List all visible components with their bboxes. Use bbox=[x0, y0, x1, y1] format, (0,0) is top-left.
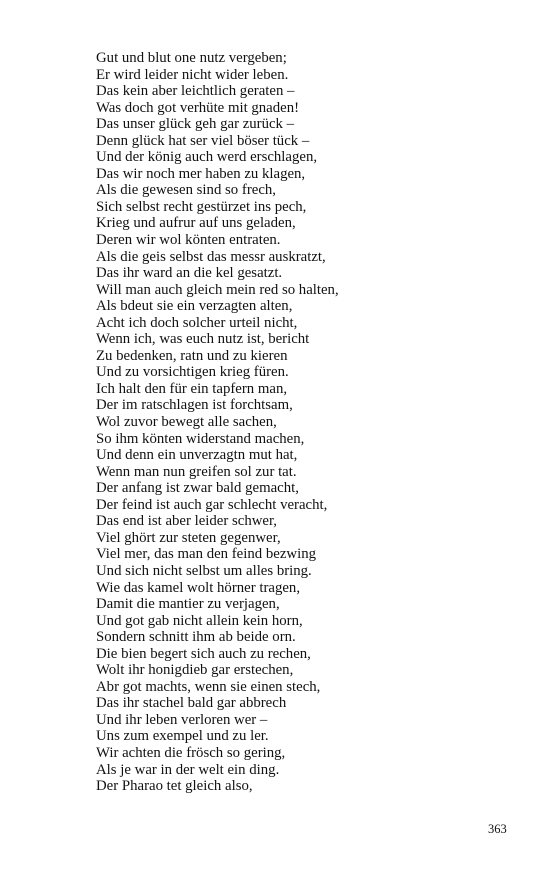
verse-text-block bbox=[96, 50, 339, 795]
verse-line: Das ihr ward an die kel gesatzt. bbox=[96, 265, 283, 282]
verse-line: Der feind ist auch gar schlecht veracht, bbox=[96, 496, 328, 513]
verse-line: So ihm könten widerstand machen, bbox=[96, 430, 305, 447]
verse-line: Wenn ich, was euch nutz ist, bericht bbox=[96, 331, 310, 348]
verse-line: Und denn ein unverzagtn mut hat, bbox=[96, 447, 298, 464]
verse-line: Der anfang ist zwar bald gemacht, bbox=[96, 480, 299, 497]
verse-line: Und got gab nicht allein kein horn, bbox=[96, 612, 303, 629]
verse-line: Deren wir wol könten entraten. bbox=[96, 232, 281, 249]
verse-line: Das end ist aber leider schwer, bbox=[96, 513, 278, 530]
verse-line: Viel mer, das man den feind bezwing bbox=[96, 546, 316, 563]
verse-line: Der im ratschlagen ist forchtsam, bbox=[96, 397, 293, 414]
verse-line: Als die geis selbst das messr auskratzt, bbox=[96, 248, 326, 265]
verse-line: Abr got machts, wenn sie einen stech, bbox=[96, 678, 321, 695]
verse-line: Wenn man nun greifen sol zur tat. bbox=[96, 463, 297, 480]
verse-line: Wie das kamel wolt hörner tragen, bbox=[96, 579, 301, 596]
verse-line: Damit die mantier zu verjagen, bbox=[96, 596, 280, 613]
verse-line: Der Pharao tet gleich also, bbox=[96, 778, 253, 795]
verse-line: Uns zum exempel und zu ler. bbox=[96, 728, 269, 745]
verse-line: Sondern schnitt ihm ab beide orn. bbox=[96, 629, 296, 646]
verse-line: Ich halt den für ein tapfern man, bbox=[96, 380, 288, 397]
verse-line: Das unser glück geh gar zurück – bbox=[96, 116, 295, 133]
verse-line: Das ihr stachel bald gar abbrech bbox=[96, 695, 287, 712]
verse-line: Als je war in der welt ein ding. bbox=[96, 761, 280, 778]
verse-line: Krieg und aufrur auf uns geladen, bbox=[96, 215, 296, 232]
verse-line: Und zu vorsichtigen krieg füren. bbox=[96, 364, 289, 381]
verse-line: Und der könig auch werd erschlagen, bbox=[96, 149, 318, 166]
verse-line: Das wir noch mer haben zu klagen, bbox=[96, 165, 306, 182]
verse-line: Das kein aber leichtlich geraten – bbox=[96, 83, 295, 100]
verse-line: Gut und blut one nutz vergeben; bbox=[96, 50, 287, 66]
verse-line: Und sich nicht selbst um alles bring. bbox=[96, 562, 312, 579]
verse-line: Sich selbst recht gestürzet ins pech, bbox=[96, 198, 307, 215]
verse-line: Denn glück hat ser viel böser tück – bbox=[96, 132, 310, 149]
verse-line: Er wird leider nicht wider leben. bbox=[96, 66, 289, 83]
verse-line: Acht ich doch solcher urteil nicht, bbox=[96, 314, 298, 331]
verse-line: Als bdeut sie ein verzagten alten, bbox=[96, 298, 293, 315]
verse-line: Wol zuvor bewegt alle sachen, bbox=[96, 414, 277, 431]
verse-line: Zu bedenken, ratn und zu kieren bbox=[96, 347, 288, 364]
verse-line: Was doch got verhüte mit gnaden! bbox=[96, 99, 300, 116]
verse-line: Die bien begert sich auch zu rechen, bbox=[96, 645, 311, 662]
verse-line: Will man auch gleich mein red so halten, bbox=[96, 281, 339, 298]
verse-line: Als die gewesen sind so frech, bbox=[96, 182, 276, 199]
verse-line: Viel ghört zur steten gegenwer, bbox=[96, 529, 281, 546]
verse-line: Wir achten die frösch so gering, bbox=[96, 744, 286, 761]
verse-line: Wolt ihr honigdieb gar erstechen, bbox=[96, 662, 294, 679]
verse-line: Und ihr leben verloren wer – bbox=[96, 711, 268, 728]
page-number: 363 bbox=[488, 822, 507, 836]
